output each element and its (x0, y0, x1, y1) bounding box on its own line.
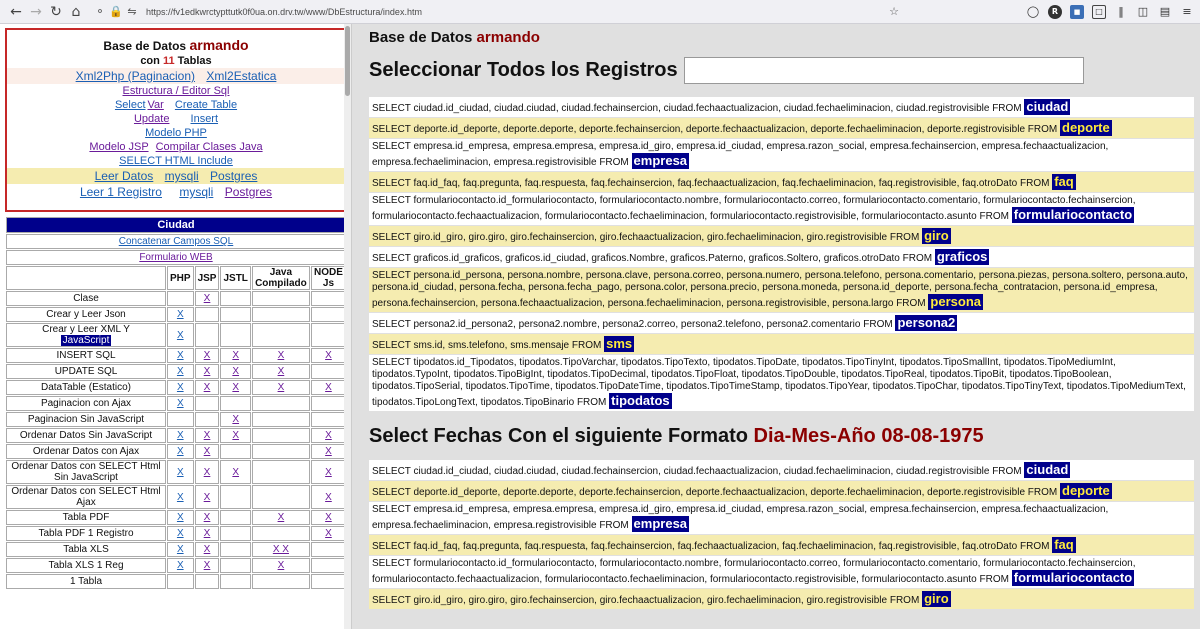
option-cell[interactable]: X (220, 460, 250, 484)
sql-text: SELECT giro.id_giro, giro.giro, giro.fechainsercion, giro.fechaactualizacion, giro.fechaeliminacion, giro.registrovisible FROM (372, 232, 920, 243)
create-table-link[interactable]: Create Table (174, 99, 238, 111)
select-all-input[interactable] (684, 57, 1084, 84)
table-name-badge[interactable]: ciudad (1026, 462, 1069, 477)
sql-query-row (369, 139, 1194, 171)
var-link[interactable]: Var (147, 99, 164, 111)
option-cell[interactable]: X (252, 348, 310, 363)
option-cell (195, 412, 220, 427)
option-row (6, 444, 346, 459)
table-name-badge[interactable]: deporte (1062, 120, 1110, 135)
option-label (6, 348, 166, 363)
option-cell[interactable]: X (252, 558, 310, 573)
option-cell (252, 428, 310, 443)
option-label (6, 412, 166, 427)
option-row (6, 574, 346, 589)
option-label-text: Paginacion Sin JavaScript (27, 414, 145, 425)
sql-text: SELECT formulariocontacto.id_formulariocontacto, formulariocontacto.nombre, formulariocontacto.correo, formulariocontacto.comentario, formulariocontacto.fechainsercion, formulariocontacto.fechaactualizacion, formulariocontacto.fechaeliminacion, formulariocontacto.registrovisible, formulariocontacto.asunto FROM (372, 558, 1136, 585)
option-label-text: Tabla PDF (62, 512, 110, 523)
sql-query-row (369, 226, 1194, 246)
option-row (6, 510, 346, 525)
option-cell[interactable]: X (167, 510, 194, 525)
option-cell[interactable]: X (195, 348, 220, 363)
option-cell (252, 307, 310, 322)
option-cell[interactable]: X (311, 526, 346, 541)
header-col: PHP (167, 266, 194, 290)
option-cell (252, 526, 310, 541)
main-frame (352, 24, 1200, 629)
extension-square-icon[interactable]: □ (1092, 5, 1106, 19)
modelo-jsp-row (7, 140, 345, 154)
table-name-badge[interactable]: faq (1054, 174, 1074, 189)
option-cell (167, 574, 194, 589)
option-cell (167, 291, 194, 306)
option-cell[interactable]: X (311, 428, 346, 443)
option-cell[interactable]: X (167, 364, 194, 379)
option-cell (311, 364, 346, 379)
option-cell (252, 291, 310, 306)
option-label-text: DataTable (Estatico) (40, 382, 132, 393)
header-col: NODE Js (311, 266, 346, 290)
option-cell (252, 412, 310, 427)
option-cell[interactable]: X (220, 348, 250, 363)
option-row (6, 460, 346, 484)
option-cell (311, 307, 346, 322)
option-cell[interactable]: X (167, 526, 194, 541)
option-cell[interactable]: X (167, 396, 194, 411)
option-cell[interactable]: X (220, 428, 250, 443)
scroll-thumb[interactable] (345, 26, 350, 96)
option-cell[interactable]: X (311, 460, 346, 484)
queries-list (369, 97, 1193, 411)
option-cell[interactable]: X (195, 460, 220, 484)
sql-text: SELECT deporte.id_deporte, deporte.deporte, deporte.fechainsercion, deporte.fechaactualizacion, deporte.fechaeliminacion, deporte.registrovisible FROM (372, 124, 1058, 135)
option-row (6, 364, 346, 379)
option-cell[interactable]: X (311, 380, 346, 395)
option-cell (252, 485, 310, 509)
sql-query-row (369, 193, 1194, 225)
sql-query-row (369, 334, 1194, 354)
option-row (6, 307, 346, 322)
option-label (6, 444, 166, 459)
forward-icon[interactable]: → (30, 3, 42, 20)
option-cell[interactable]: X (167, 380, 194, 395)
table-name-badge[interactable]: giro (924, 591, 949, 606)
javascript-highlight: JavaScript (62, 335, 110, 346)
option-row (6, 291, 346, 306)
title-prefix: Base de Datos (103, 39, 187, 53)
option-label-text: Clase (73, 293, 99, 304)
option-cell (311, 396, 346, 411)
option-label (6, 485, 166, 509)
sql-text: SELECT deporte.id_deporte, deporte.deporte, deporte.fechainsercion, deporte.fechaactualizacion, deporte.fechaeliminacion, deporte.registrovisible FROM (372, 487, 1058, 498)
back-icon[interactable]: ← (10, 3, 22, 20)
shield-icon[interactable]: ⚬ (95, 5, 105, 18)
option-label-text: Paginacion con Ajax (40, 398, 132, 409)
option-cell (167, 412, 194, 427)
option-label (6, 460, 166, 484)
option-label (6, 428, 166, 443)
option-label (6, 510, 166, 525)
database-title (7, 37, 345, 53)
option-label (6, 291, 166, 306)
option-label-text: Ordenar Datos con Ajax (32, 446, 140, 457)
count-prefix: con (140, 55, 160, 67)
sql-query-row (369, 502, 1194, 534)
database-info-box (5, 28, 347, 212)
select-row (7, 98, 345, 112)
fechas-heading (369, 425, 1193, 448)
estructura-link[interactable]: Estructura / Editor Sql (122, 85, 230, 97)
pocket-icon[interactable]: ◯ (1026, 5, 1040, 18)
update-row (7, 112, 345, 126)
left-frame (0, 24, 352, 629)
option-cell[interactable]: X (167, 558, 194, 573)
header-blank (6, 266, 166, 290)
sql-query-row (369, 268, 1194, 312)
table-title: Ciudad (6, 217, 346, 233)
option-row (6, 380, 346, 395)
option-row (6, 348, 346, 363)
table-name-badge[interactable]: empresa (633, 516, 688, 531)
address-bar[interactable] (92, 2, 902, 22)
option-row (6, 412, 346, 427)
table-name-badge[interactable]: sms (606, 336, 633, 351)
option-cell[interactable]: X (195, 444, 220, 459)
home-icon[interactable]: ⌂ (71, 3, 81, 20)
option-label-text: Ordenar Datos con SELECT Html Ajax (11, 486, 161, 508)
fechas-format: Dia-Mes-Año 08-08-1975 (753, 425, 984, 447)
ciudad-options-table (5, 216, 347, 590)
table-count (7, 55, 345, 67)
option-cell[interactable]: X (252, 364, 310, 379)
option-row (6, 542, 346, 557)
leer-datos-link[interactable]: Leer Datos (94, 169, 154, 183)
concat-row (6, 234, 346, 249)
option-label (6, 380, 166, 395)
sql-text: SELECT empresa.id_empresa, empresa.empresa, empresa.id_giro, empresa.id_ciudad, empresa.razon_social, empresa.fechainsercion, empresa.fechaactualizacion, empresa.fechaeliminacion, empresa.registrovisible FROM (372, 504, 1109, 531)
sql-query-row (369, 556, 1194, 588)
sql-text: SELECT formulariocontacto.id_formulariocontacto, formulariocontacto.nombre, formulariocontacto.correo, formulariocontacto.comentario, formulariocontacto.fechainsercion, formulariocontacto.fechaactualizacion, formulariocontacto.fechaeliminacion, formulariocontacto.registrovisible, formulariocontacto.asunto FROM (372, 195, 1136, 222)
sql-query-row (369, 97, 1194, 117)
sql-query-row (369, 481, 1194, 501)
sql-query-row (369, 313, 1194, 333)
option-label-text: Crear y Leer Json (46, 309, 126, 320)
count-number: 11 (162, 55, 175, 67)
sidebar-icon[interactable]: ◫ (1137, 5, 1149, 18)
xml-links-row (7, 68, 345, 84)
option-cell (220, 510, 250, 525)
option-cell[interactable]: X (167, 323, 194, 347)
bookmark-star-icon[interactable]: ☆ (889, 5, 899, 18)
insert-link[interactable]: Insert (190, 113, 219, 125)
option-cell (311, 542, 346, 557)
option-cell (195, 307, 220, 322)
sql-text: SELECT graficos.id_graficos, graficos.id_ciudad, graficos.Nombre, graficos.Paterno, graficos.Soltero, graficos.otroDato FROM (372, 253, 933, 264)
fecha-queries-list (369, 460, 1193, 609)
table-name-badge[interactable]: graficos (936, 249, 988, 264)
option-cell[interactable]: X (311, 485, 346, 509)
sql-text: SELECT sms.id, sms.telefono, sms.mensaje FROM (372, 340, 602, 351)
option-cell[interactable]: X X (252, 542, 310, 557)
table-name-badge[interactable]: faq (1054, 537, 1074, 552)
option-label (6, 558, 166, 573)
table-name-badge[interactable]: formulariocontacto (1013, 570, 1133, 585)
lock-icon[interactable]: 🔒 (109, 5, 123, 18)
option-cell[interactable]: X (195, 428, 220, 443)
option-row (6, 396, 346, 411)
option-cell[interactable]: X (252, 510, 310, 525)
fechas-text: Select Fechas Con el siguiente Formato (369, 425, 748, 447)
sql-query-row (369, 460, 1194, 480)
table-name-badge[interactable]: empresa (633, 153, 688, 168)
option-label (6, 396, 166, 411)
menu-icon[interactable]: ≡ (1182, 5, 1192, 18)
compilar-java-link[interactable]: Compilar Clases Java (155, 141, 263, 153)
option-cell[interactable]: X (167, 428, 194, 443)
extension-icon[interactable]: ■ (1070, 5, 1084, 19)
option-cell[interactable]: X (195, 526, 220, 541)
option-label (6, 526, 166, 541)
permissions-icon[interactable]: ⇋ (127, 5, 137, 18)
option-cell[interactable]: X (195, 291, 220, 306)
option-cell (252, 444, 310, 459)
option-row (6, 428, 346, 443)
option-cell[interactable]: X (167, 348, 194, 363)
select-html-row (7, 154, 345, 168)
option-cell[interactable]: X (167, 485, 194, 509)
option-cell[interactable]: X (195, 380, 220, 395)
sql-query-row (369, 535, 1194, 555)
sql-text: SELECT faq.id_faq, faq.pregunta, faq.respuesta, faq.fechainsercion, faq.fechaactualizacion, faq.fechaeliminacion, faq.registrovisible, faq.otroDato FROM (372, 541, 1050, 552)
option-cell[interactable]: X (252, 380, 310, 395)
header-col: Java Compilado (252, 266, 310, 290)
option-row (6, 558, 346, 573)
option-label (6, 323, 166, 347)
library-icon[interactable]: ‖ (1118, 5, 1124, 18)
sql-query-row (369, 172, 1194, 192)
option-row (6, 323, 346, 347)
option-cell (195, 396, 220, 411)
postgres-link[interactable]: Postgres (210, 169, 258, 183)
sql-text: SELECT persona2.id_persona2, persona2.nombre, persona2.correo, persona2.telefono, persona2.comentario FROM (372, 319, 893, 330)
option-cell (220, 542, 250, 557)
option-cell[interactable]: X (195, 485, 220, 509)
option-cell (220, 444, 250, 459)
sql-query-row (369, 118, 1194, 138)
option-cell[interactable]: X (195, 542, 220, 557)
sql-query-row (369, 355, 1194, 411)
option-cell (195, 323, 220, 347)
option-cell (220, 307, 250, 322)
option-cell[interactable]: X (220, 412, 250, 427)
update-link[interactable]: Update (133, 113, 170, 125)
option-cell (195, 574, 220, 589)
table-name-badge[interactable]: ciudad (1026, 99, 1069, 114)
sql-text: SELECT ciudad.id_ciudad, ciudad.ciudad, ciudad.fechainsercion, ciudad.fechaactualizacion, ciudad.fechaeliminacion, ciudad.registrovisible FROM (372, 103, 1022, 114)
option-cell (220, 291, 250, 306)
option-row (6, 485, 346, 509)
option-cell[interactable]: X (311, 510, 346, 525)
option-label-text: Crear y Leer XML Y (42, 324, 130, 335)
account-avatar-icon[interactable]: R (1048, 5, 1062, 19)
main-db-heading (369, 29, 1193, 46)
main-title-prefix: Base de Datos (369, 29, 473, 46)
url-text[interactable]: https://fv1edkwrctypttutk0f0ua.on.drv.tw/www/DbEstructura/index.htm (146, 6, 422, 17)
db-name: armando (189, 37, 249, 53)
browser-toolbar (0, 0, 1200, 24)
select-all-text: Seleccionar Todos los Registros (369, 59, 678, 81)
sql-query-row (369, 589, 1194, 609)
option-row (6, 526, 346, 541)
option-cell (252, 574, 310, 589)
option-cell (252, 460, 310, 484)
option-label-text: 1 Tabla (69, 576, 103, 587)
sql-text: SELECT faq.id_faq, faq.pregunta, faq.respuesta, faq.fechainsercion, faq.fechaactualizacion, faq.fechaeliminacion, faq.registrovisible, faq.otroDato FROM (372, 178, 1050, 189)
select-all-heading (369, 57, 1193, 84)
option-label (6, 542, 166, 557)
option-cell (311, 412, 346, 427)
sql-text: SELECT persona.id_persona, persona.nombre, persona.clave, persona.correo, persona.numero, persona.telefono, persona.comentario, persona.piezas, persona.soltero, persona.auto, persona.id_ciudad, persona.fecha, persona.fecha_pago, persona.color, persona.precio, persona.moneda, persona.id_deporte, persona.fecha_contratacion, persona.id_empresa, persona.fechainsercion, persona.fechaactualizacion, persona.fechaeliminacion, persona.registrovisible, persona.largo FROM (372, 270, 1188, 309)
option-label-text: Ordenar Datos con SELECT Html Sin JavaScript (11, 461, 161, 483)
option-cell (220, 485, 250, 509)
option-label (6, 574, 166, 589)
xml2php-link[interactable]: Xml2Php (Paginacion) (75, 69, 196, 83)
option-label-text: Tabla XLS 1 Reg (48, 560, 124, 571)
reader-icon[interactable]: ▤ (1159, 5, 1171, 18)
table-name-badge[interactable]: formulariocontacto (1013, 207, 1133, 222)
leer-1-registro-link[interactable]: Leer 1 Registro (79, 185, 162, 199)
option-cell (311, 323, 346, 347)
option-cell[interactable]: X (167, 542, 194, 557)
option-cell (311, 558, 346, 573)
count-suffix: Tablas (177, 55, 212, 67)
option-cell (220, 574, 250, 589)
option-cell[interactable]: X (167, 307, 194, 322)
sql-text: SELECT ciudad.id_ciudad, ciudad.ciudad, ciudad.fechainsercion, ciudad.fechaactualizacion, ciudad.fechaeliminacion, ciudad.registrovisible FROM (372, 466, 1022, 477)
sql-text: SELECT giro.id_giro, giro.giro, giro.fechainsercion, giro.fechaactualizacion, giro.fechaeliminacion, giro.registrovisible FROM (372, 595, 920, 606)
option-cell[interactable]: X (195, 510, 220, 525)
form-row (6, 250, 346, 265)
mysqli-2-link[interactable]: mysqli (179, 185, 214, 199)
header-col: JSTL (220, 266, 250, 290)
modelo-php-row (7, 126, 345, 140)
leer-1-row (7, 184, 345, 200)
option-cell[interactable]: X (167, 444, 194, 459)
xml2estatica-link[interactable]: Xml2Estatica (206, 69, 277, 83)
select-html-link[interactable]: SELECT HTML Include (119, 155, 233, 167)
option-cell[interactable]: X (311, 444, 346, 459)
modelo-jsp-link[interactable]: Modelo JSP (89, 141, 149, 153)
option-cell (220, 558, 250, 573)
main-db-name: armando (476, 29, 540, 46)
option-label-text: UPDATE SQL (54, 366, 118, 377)
option-label-text: Ordenar Datos Sin JavaScript (19, 430, 153, 441)
option-label-text: Tabla PDF 1 Registro (38, 528, 134, 539)
concat-link[interactable]: Concatenar Campos SQL (118, 236, 234, 247)
option-cell (220, 323, 250, 347)
table-name-badge[interactable]: persona2 (897, 315, 956, 330)
option-cell[interactable]: X (220, 364, 250, 379)
modelo-php-link[interactable]: Modelo PHP (145, 127, 207, 139)
form-link[interactable]: Formulario WEB (139, 252, 213, 263)
sql-text: SELECT empresa.id_empresa, empresa.empresa, empresa.id_giro, empresa.id_ciudad, empresa.razon_social, empresa.fechainsercion, empresa.fechaactualizacion, empresa.fechaeliminacion, empresa.registrovisible FROM (372, 141, 1109, 168)
option-label-text: INSERT SQL (56, 350, 116, 361)
left-scrollbar[interactable] (344, 24, 351, 629)
option-cell[interactable]: X (195, 364, 220, 379)
postgres-2-link[interactable]: Postgres (224, 185, 273, 199)
sql-text: SELECT tipodatos.id_Tipodatos, tipodatos.TipoVarchar, tipodatos.TipoTexto, tipodatos.TipoDate, tipodatos.TipoTinyInt, tipodatos.TipoSmallInt, tipodatos.TipoMediumInt, tipodatos.TypoInt, tipodatos.TipoBigInt, tipodatos.TipoDecimal, tipodatos.TipoFloat, tipodatos.TipoDouble, tipodatos.TipoReal, tipodatos.TipoBit, tipodatos.TipoBoolean, tipodatos.TipoSerial, tipodatos.TipoTime, tipodatos.TipoDateTime, tipodatos.TipoTimeStamp, tipodatos.TipoYear, tipodatos.TipoChar, tipodatos.TipoTinyText, tipodatos.TipoMediumText, tipodatos.TipoLongText, tipodatos.TipoBinario FROM (372, 357, 1186, 408)
option-cell[interactable]: X (167, 460, 194, 484)
mysqli-link[interactable]: mysqli (164, 169, 199, 183)
option-cell (220, 526, 250, 541)
table-name-badge[interactable]: persona (930, 294, 981, 309)
option-cell (252, 396, 310, 411)
option-label (6, 364, 166, 379)
option-cell (220, 396, 250, 411)
sql-query-row (369, 247, 1194, 267)
reload-icon[interactable]: ↻ (50, 3, 62, 20)
header-row (6, 266, 346, 290)
table-name-badge[interactable]: giro (924, 228, 949, 243)
table-name-badge[interactable]: tipodatos (611, 393, 670, 408)
option-label (6, 307, 166, 322)
select-link[interactable]: Select (114, 99, 146, 111)
option-cell (311, 291, 346, 306)
estructura-row (7, 84, 345, 98)
option-cell[interactable]: X (195, 558, 220, 573)
option-label-text: Tabla XLS (63, 544, 109, 555)
header-col: JSP (195, 266, 220, 290)
option-cell (311, 574, 346, 589)
option-cell (252, 323, 310, 347)
leer-datos-row (7, 168, 345, 184)
option-cell[interactable]: X (311, 348, 346, 363)
table-name-badge[interactable]: deporte (1062, 483, 1110, 498)
option-cell[interactable]: X (220, 380, 250, 395)
